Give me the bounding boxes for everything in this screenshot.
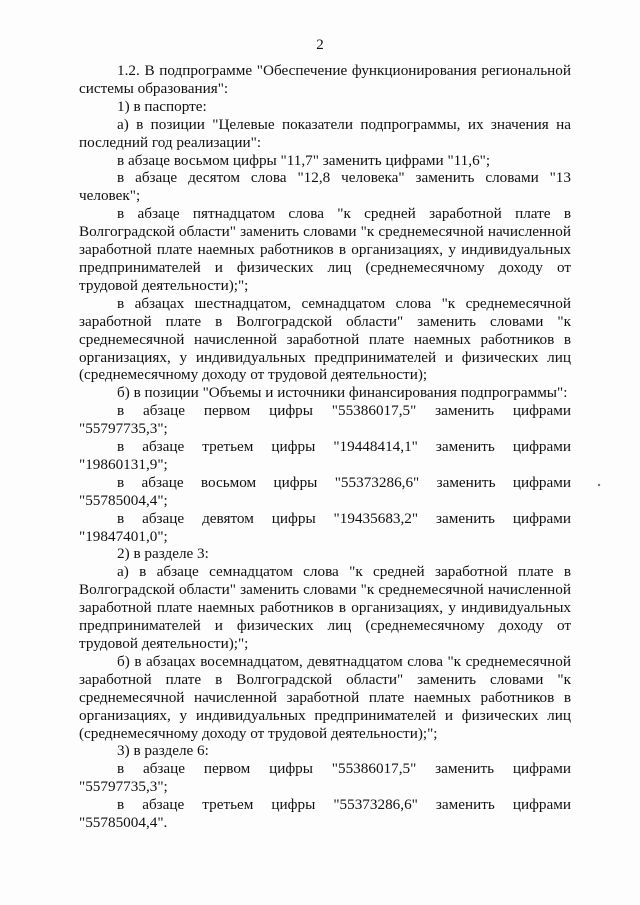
- paragraph: в абзаце пятнадцатом слова "к средней заработной плате в Волгоградской области" заменить словами "к среднемесячной начисленной заработной плате наемных работников в организациях, у индивидуальных предпринимателей и физических лиц (среднемесячному доходу от трудовой деятельности);";: [79, 205, 571, 294]
- paragraph: в абзаце первом цифры "55386017,5" заменить цифрами "55797735,3";: [79, 760, 571, 796]
- paragraph: в абзаце девятом цифры "19435683,2" заменить цифрами "19847401,0";: [79, 509, 571, 545]
- paragraph: в абзаце третьем цифры "55373286,6" заменить цифрами "55785004,4".: [79, 796, 571, 832]
- document-body: [79, 62, 571, 832]
- paragraph: б) в позиции "Объемы и источники финансирования подпрограммы":: [117, 384, 568, 402]
- paragraph: в абзаце десятом слова "12,8 человека" заменить словами "13 человек";: [79, 169, 571, 205]
- paragraph: а) в позиции "Целевые показатели подпрограммы, их значения на последний год реализации":: [79, 115, 571, 151]
- paragraph: а) в абзаце семнадцатом слова "к средней заработной плате в Волгоградской области" заменить словами "к среднемесячной начисленной заработной плате наемных работников в организациях, у индивидуальных предпринимателей и физических лиц (среднемесячному доходу от трудовой деятельности);";: [79, 563, 571, 652]
- paragraph: в абзаце восьмом цифры "55373286,6" заменить цифрами "55785004,4";: [79, 473, 571, 509]
- page-number: 2: [316, 37, 324, 53]
- paragraph: в абзаце восьмом цифры "11,7" заменить цифрами "11,6";: [117, 151, 491, 169]
- paragraph: б) в абзацах восемнадцатом, девятнадцатом слова "к среднемесячной заработной плате в Волгоградской области" заменить словами "к среднемесячной начисленной заработной плате наемных работников в организациях, у индивидуальных предпринимателей и физических лиц (среднемесячному доходу от трудовой деятельности);";: [79, 652, 571, 742]
- paragraph: 1) в паспорте:: [117, 97, 207, 115]
- paragraph: в абзацах шестнадцатом, семнадцатом слова "к среднемесячной заработной плате в Волгоградской области" заменить словами "к среднемесячной начисленной заработной плате наемных работников в организациях, у индивидуальных предпринимателей и физических лиц (среднемесячному доходу от трудовой деятельности);: [79, 294, 571, 384]
- scan-speck: [598, 484, 601, 487]
- paragraph: 1.2. В подпрограмме "Обеспечение функционирования региональной системы образования":: [79, 62, 571, 97]
- paragraph: 2) в разделе 3:: [117, 545, 209, 563]
- paragraph: в абзаце третьем цифры "19448414,1" заменить цифрами "19860131,9";: [79, 438, 571, 473]
- paragraph: 3) в разделе 6:: [117, 742, 209, 760]
- paragraph: в абзаце первом цифры "55386017,5" заменить цифрами "55797735,3";: [79, 402, 571, 438]
